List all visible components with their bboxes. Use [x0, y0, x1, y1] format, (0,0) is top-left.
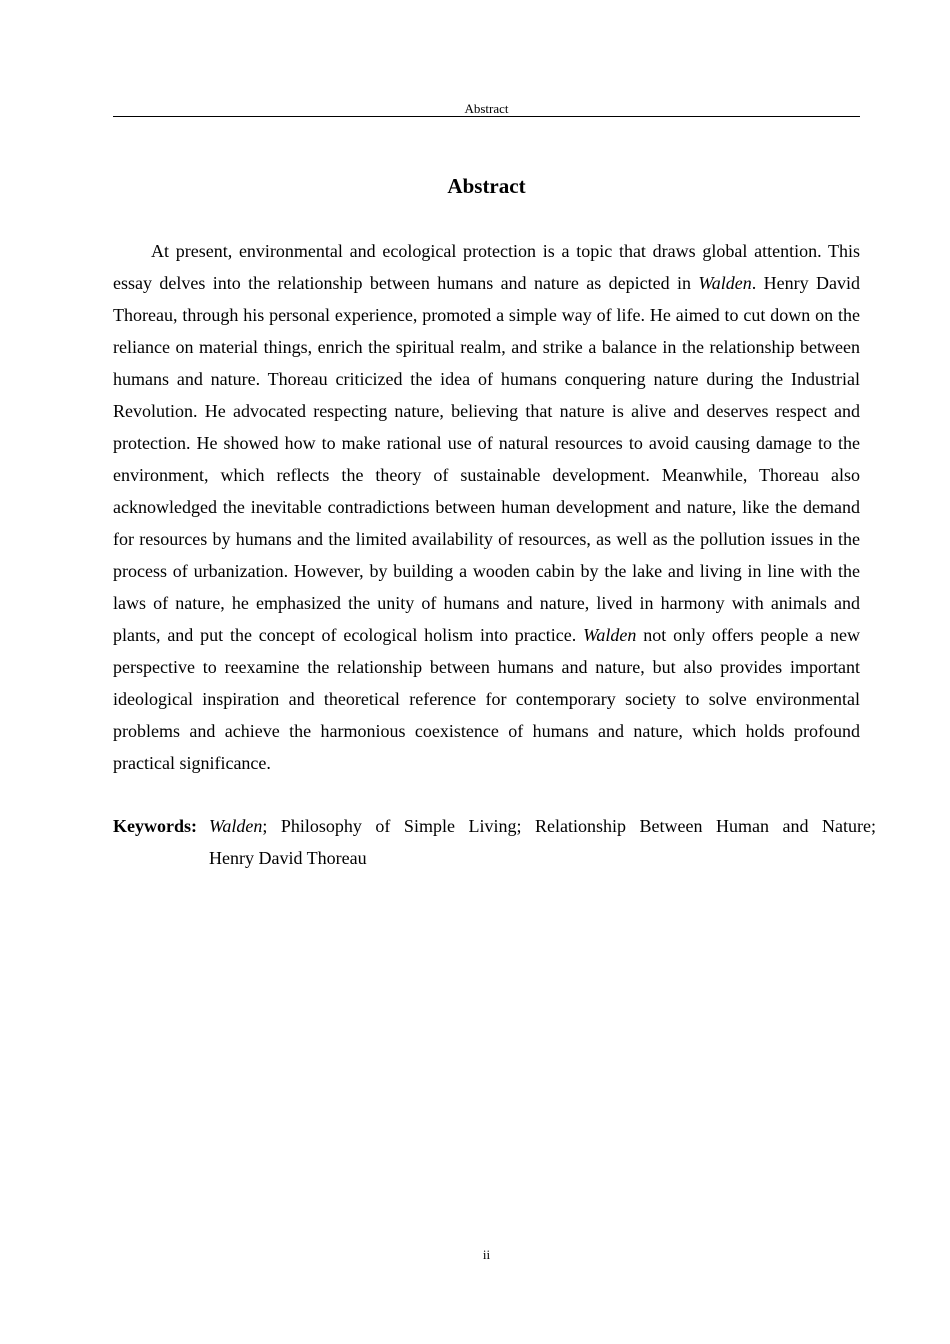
book-title-walden: Walden — [583, 625, 637, 645]
keyword-walden: Walden — [209, 816, 263, 836]
keywords-line-1 — [209, 810, 876, 842]
abstract-text-part-3: not only offers people a new perspective to reexamine the relationship between humans and nature, but also provides important ideological inspiration and theoretical reference for contemporary society to solve environmental problems and achieve the harmonious coexistence of humans and nature, which holds profound practical significance. — [113, 625, 860, 773]
page-title: Abstract — [447, 174, 526, 198]
abstract-text-part-1: At present, environmental and ecological protection is a topic that draws global attention. This essay delves into the relationship between humans and nature as depicted in — [113, 241, 860, 293]
abstract-text-part-2: . Henry David Thoreau, through his personal experience, promoted a simple way of life. He aimed to cut down on the reliance on material things, enrich the spiritual realm, and strike a balance in the relationship between humans and nature. Thoreau criticized the idea of humans conquering nature during the Industrial Revolution. He advocated respecting nature, believing that nature is alive and deserves respect and protection. He showed how to make rational use of natural resources to avoid causing damage to the environment, which reflects the theory of sustainable development. Meanwhile, Thoreau also acknowledged the inevitable contradictions between human development and nature, like the demand for resources by humans and the limited availability of resources, as well as the pollution issues in the process of urbanization. However, by building a wooden cabin by the lake and living in line with the laws of nature, he emphasized the unity of humans and nature, lived in harmony with animals and plants, and put the concept of ecological holism into practice. — [113, 273, 860, 645]
header-rule — [113, 116, 860, 117]
keywords-label: Keywords: — [113, 816, 197, 836]
running-header: Abstract — [464, 101, 509, 116]
keywords-line-1-rest: ; Philosophy of Simple Living; Relationship Between Human and Nature; — [262, 816, 876, 836]
keywords-list — [209, 810, 876, 874]
page-number: ii — [482, 1247, 491, 1262]
abstract-paragraph — [113, 235, 860, 779]
book-title-walden: Walden — [698, 273, 752, 293]
keywords-block — [113, 810, 876, 874]
keywords-line-2: Henry David Thoreau — [209, 848, 367, 868]
